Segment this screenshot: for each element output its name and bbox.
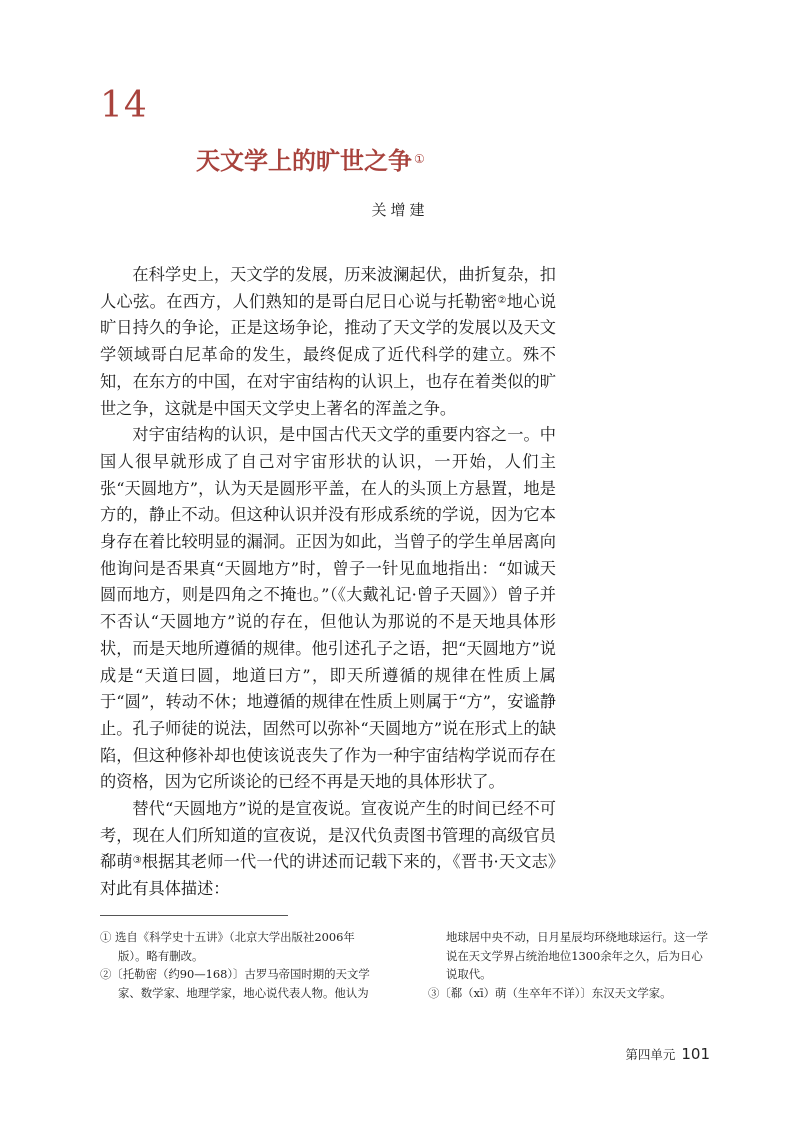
paragraph-1	[100, 262, 556, 422]
lesson-number: 14	[100, 85, 148, 126]
footnote-marker-3: ③	[132, 855, 142, 867]
paragraph-3-text-b: 根据其老师一代一代的讲述而记载下来的，《晋书·天文志》对此有具体描述：	[100, 852, 557, 899]
footnote-2-line-1: ②〔托勒密（约90—168）〕古罗马帝国时期的天文学	[100, 967, 370, 981]
paragraph-1-text-a: 在科学史上，天文学的发展，历来波澜起伏，曲折复杂，扣人心弦。在西方，人们熟知的是哥白尼日心说与托勒密	[100, 265, 556, 311]
page-title	[196, 144, 526, 178]
paragraph-1-text-b: 地心说旷日持久的争论，正是这场争论，推动了天文学的发展以及天文学领域哥白尼革命的发生，最终促成了近代科学的建立。殊不知，在东方的中国，在对宇宙结构的认识上，也存在着类似的旷世之争，这就是中国天文学史上著名的浑盖之争。	[100, 291, 557, 418]
page-number: 101	[681, 1045, 710, 1063]
footnote-2-continued: 地球居中央不动，日月星辰均环绕地球运行。这一学说在天文学界占统治地位1300余年之久，后为日心说取代。	[446, 930, 708, 981]
article-body	[100, 262, 556, 903]
title-footnote-marker: ①	[414, 152, 425, 166]
footnotes-right-column	[428, 928, 712, 1002]
paragraph-2: 对宇宙结构的认识，是中国古代天文学的重要内容之一。中国人很早就形成了自己对宇宙形状的认识，一开始，人们主张“天圆地方”，认为天是圆形平盖，在人的头顶上方悬置，地是方的，静止不动。但这种认识并没有形成系统的学说，因为它本身存在着比较明显的漏洞。正因为如此，当曾子的学生单居离向他询问是否果真“天圆地方”时，曾子一针见血地指出：“如诚天圆而地方，则是四角之不掩也。”（《大戴礼记·曾子天圆》）曾子并不否认“天圆地方”说的存在，但他认为那说的不是天地具体形状，而是天地所遵循的规律。他引述孔子之语，把“天圆地方”说成是“天道曰圆，地道曰方”，即天所遵循的规律在性质上属于“圆”，转动不休；地遵循的规律在性质上则属于“方”，安谧静止。孔子师徒的说法，固然可以弥补“天圆地方”说在形式上的缺陷，但这种修补却也使该说丧失了作为一种宇宙结构学说而存在的资格，因为它所谈论的已经不再是天地的具体形状了。	[100, 425, 556, 792]
author: 关增建	[371, 201, 429, 219]
page-footer	[625, 1045, 710, 1063]
footnote-2-line-2: 家、数学家、地理学家，地心说代表人物。他认为	[118, 985, 369, 1000]
paragraph-3-text-a: 替代“天圆地方”说的是宣夜说。宣夜说产生的时间已经不可考，现在人们所知道的宣夜说，是汉代负责图书管理的高级官员郗萌	[100, 799, 556, 872]
footnote-1-line-1: ① 选自《科学史十五讲》（北京大学出版社2006年	[100, 930, 355, 944]
footnote-3: ③〔郗（xī）萌（生卒年不详）〕东汉天文学家。	[428, 985, 672, 1000]
paragraph-3	[100, 796, 556, 903]
footnotes-left-column	[100, 928, 390, 1002]
title-text: 天文学上的旷世之争	[196, 147, 412, 175]
unit-label: 第四单元	[625, 1047, 676, 1062]
footnote-divider	[100, 915, 288, 916]
footnote-marker-2: ②	[497, 294, 507, 306]
footnote-1-line-2: 版）。略有删改。	[118, 948, 204, 963]
